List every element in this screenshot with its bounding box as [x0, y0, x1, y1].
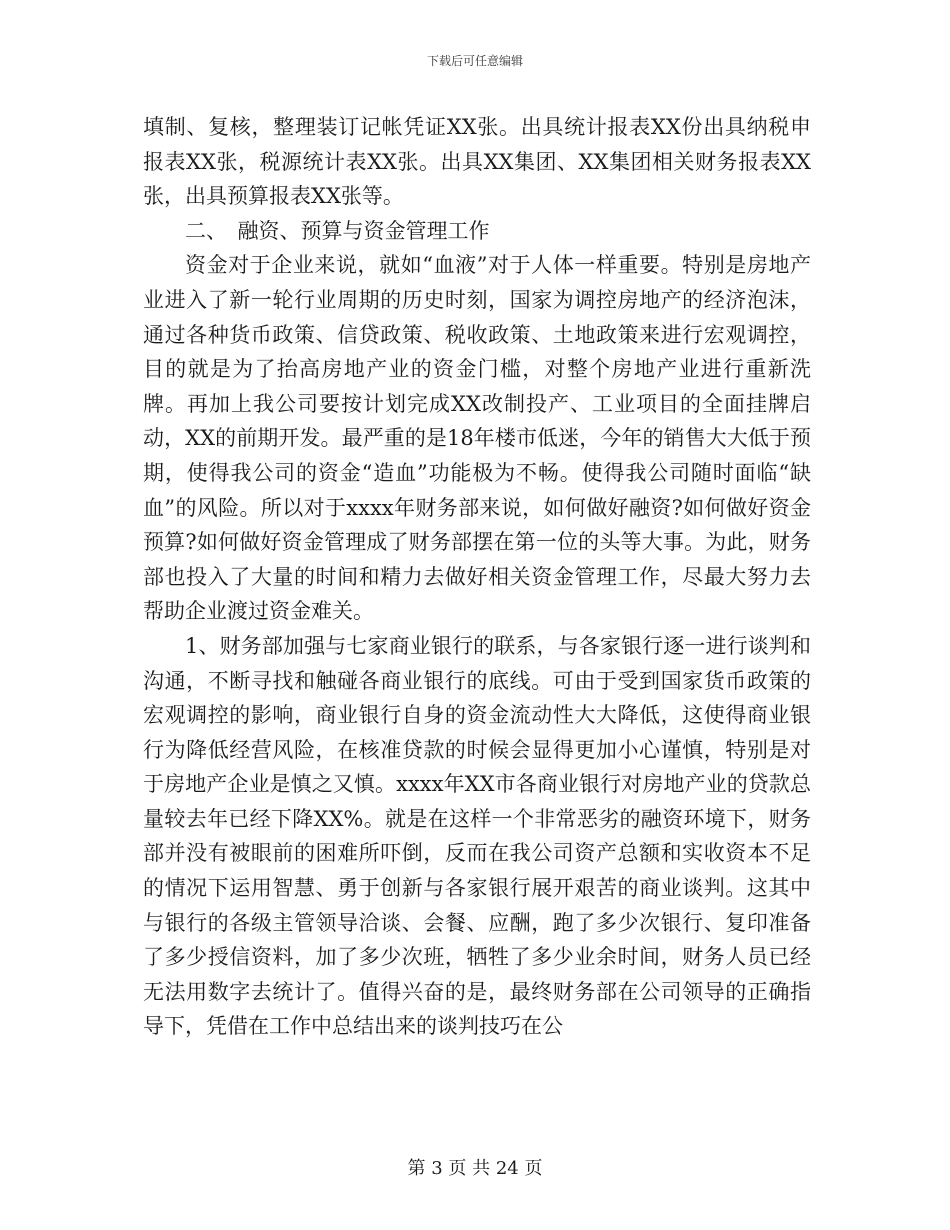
- section-heading-financing: 二、 融资、预算与资金管理工作: [185, 218, 490, 243]
- paragraph-report-counts: 填制、复核，整理装订记帐凭证XX张。出具统计报表XX份出具纳税申报表XX张，税源统计表XX张。出具XX集团、XX集团相关财务报表XX张，出具预算报表XX张等。: [143, 115, 811, 209]
- paragraph-capital-importance: 资金对于企业来说，就如“血液”对于人体一样重要。特别是房地产业进入了新一轮行业周期的历史时刻，国家为调控房地产的经济泡沫，通过各种货币政策、信贷政策、税收政策、土地政策来进行宏观调控，目的就是为了抬高房地产业的资金门槛，对整个房地产业进行重新洗牌。再加上我公司要按计划完成XX改制投产、工业项目的全面挂牌启动，XX的前期开发。最严重的是18年楼市低迷，今年的销售大大低于预期，使得我公司的资金“造血”功能极为不畅。使得我公司随时面临“缺血”的风险。所以对于xxxx年财务部来说，如何做好融资?如何做好资金预算?如何做好资金管理成了财务部摆在第一位的头等大事。为此，财务部也投入了大量的时间和精力去做好相关资金管理工作，尽最大努力去帮助企业渡过资金难关。: [143, 253, 811, 624]
- document-body: [143, 110, 811, 1044]
- page-header-note: 下载后可任意编辑: [426, 54, 523, 68]
- paragraph-bank-negotiation: 1、财务部加强与七家商业银行的联系，与各家银行逐一进行谈判和沟通，不断寻找和触碰各商业银行的底线。可由于受到国家货币政策的宏观调控的影响，商业银行自身的资金流动性大大降低，这使得商业银行为降低经营风险，在核准贷款的时候会显得更加小心谨慎，特别是对于房地产企业是慎之又慎。xxxx年XX市各商业银行对房地产业的贷款总量较去年已经下降XX%。就是在这样一个非常恶劣的融资环境下，财务部并没有被眼前的困难所吓倒，反而在我公司资产总额和实收资本不足的情况下运用智慧、勇于创新与各家银行展开艰苦的商业谈判。这其中与银行的各级主管领导洽谈、会餐、应酬，跑了多少次银行、复印准备了多少授信资料，加了多少次班，牺牲了多少业余时间，财务人员已经无法用数字去统计了。值得兴奋的是，最终财务部在公司领导的正确指导下，凭借在工作中总结出来的谈判技巧在公: [143, 633, 811, 1039]
- page-number-footer: 第 3 页 共 24 页: [407, 1158, 543, 1179]
